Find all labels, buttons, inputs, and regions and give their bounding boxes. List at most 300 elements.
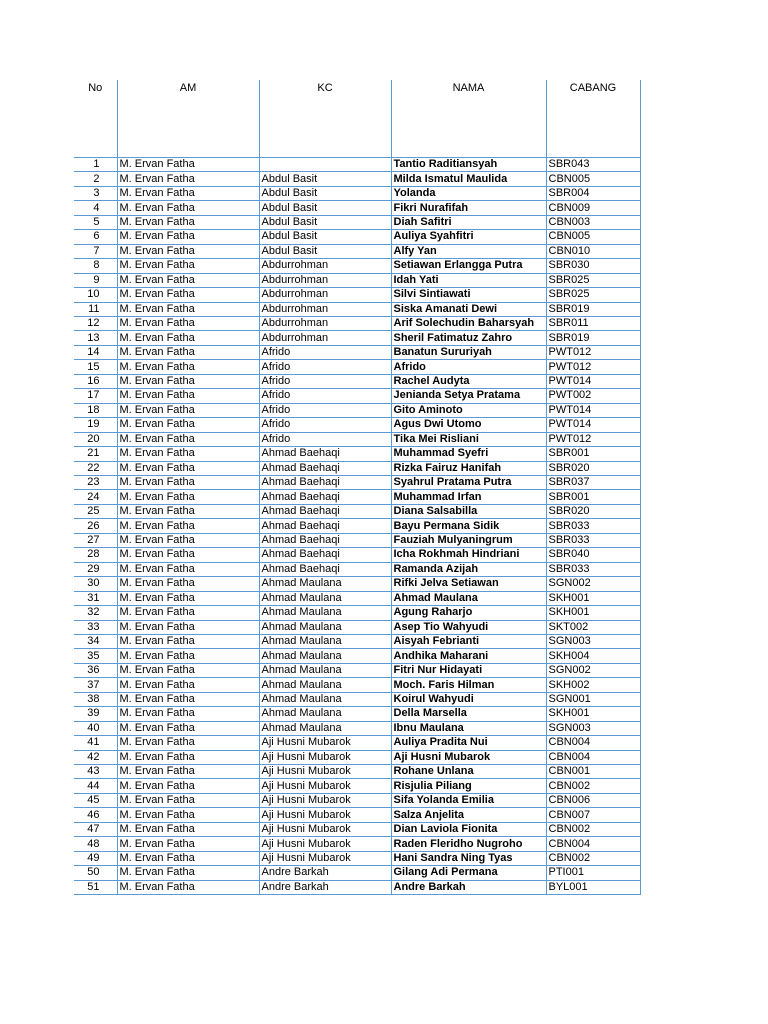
cell-kc: Abdurrohman <box>259 259 391 273</box>
cell-nama: Andre Barkah <box>391 880 546 894</box>
cell-cabang: SKH001 <box>546 707 640 721</box>
cell-am: M. Ervan Fatha <box>117 230 259 244</box>
cell-kc: Abdul Basit <box>259 215 391 229</box>
header-kc: KC <box>259 80 391 158</box>
cell-kc: Afrido <box>259 360 391 374</box>
table-row <box>74 779 640 793</box>
cell-am: M. Ervan Fatha <box>117 345 259 359</box>
cell-no: 39 <box>74 707 117 721</box>
cell-cabang: SBR033 <box>546 562 640 576</box>
cell-no: 32 <box>74 606 117 620</box>
cell-kc <box>259 158 391 172</box>
cell-kc: Abdul Basit <box>259 172 391 186</box>
cell-cabang: SBR025 <box>546 288 640 302</box>
cell-nama: Raden Fleridho Nugroho <box>391 837 546 851</box>
cell-nama: Milda Ismatul Maulida <box>391 172 546 186</box>
table-row <box>74 620 640 634</box>
table-row <box>74 432 640 446</box>
cell-am: M. Ervan Fatha <box>117 779 259 793</box>
table-row <box>74 634 640 648</box>
cell-nama: Salza Anjelita <box>391 808 546 822</box>
cell-kc: Ahmad Maulana <box>259 591 391 605</box>
cell-cabang: SBR001 <box>546 447 640 461</box>
cell-no: 19 <box>74 418 117 432</box>
table-row <box>74 259 640 273</box>
cell-cabang: BYL001 <box>546 880 640 894</box>
cell-am: M. Ervan Fatha <box>117 158 259 172</box>
cell-am: M. Ervan Fatha <box>117 461 259 475</box>
cell-nama: Arif Solechudin Baharsyah <box>391 316 546 330</box>
cell-kc: Aji Husni Mubarok <box>259 750 391 764</box>
cell-am: M. Ervan Fatha <box>117 244 259 258</box>
cell-cabang: SBR019 <box>546 331 640 345</box>
cell-am: M. Ervan Fatha <box>117 172 259 186</box>
cell-nama: Hani Sandra Ning Tyas <box>391 851 546 865</box>
cell-nama: Idah Yati <box>391 273 546 287</box>
cell-nama: Asep Tio Wahyudi <box>391 620 546 634</box>
cell-cabang: CBN002 <box>546 822 640 836</box>
cell-cabang: SBR011 <box>546 316 640 330</box>
table-row <box>74 447 640 461</box>
table-row <box>74 606 640 620</box>
cell-nama: Della Marsella <box>391 707 546 721</box>
table-row <box>74 360 640 374</box>
cell-nama: Fikri Nurafifah <box>391 201 546 215</box>
cell-cabang: PWT014 <box>546 418 640 432</box>
header-am: AM <box>117 80 259 158</box>
cell-cabang: SGN001 <box>546 692 640 706</box>
table-row <box>74 273 640 287</box>
cell-no: 13 <box>74 331 117 345</box>
cell-am: M. Ervan Fatha <box>117 620 259 634</box>
table-row <box>74 331 640 345</box>
cell-kc: Ahmad Baehaqi <box>259 519 391 533</box>
table-row <box>74 837 640 851</box>
cell-am: M. Ervan Fatha <box>117 880 259 894</box>
cell-cabang: CBN009 <box>546 201 640 215</box>
table-body <box>74 158 640 895</box>
cell-cabang: SGN003 <box>546 721 640 735</box>
cell-kc: Abdul Basit <box>259 186 391 200</box>
cell-nama: Agung Raharjo <box>391 606 546 620</box>
cell-kc: Afrido <box>259 418 391 432</box>
cell-cabang: PWT012 <box>546 432 640 446</box>
cell-kc: Aji Husni Mubarok <box>259 779 391 793</box>
table-row <box>74 591 640 605</box>
cell-kc: Ahmad Baehaqi <box>259 504 391 518</box>
table-row <box>74 808 640 822</box>
cell-cabang: SGN003 <box>546 634 640 648</box>
cell-no: 2 <box>74 172 117 186</box>
cell-cabang: SBR030 <box>546 259 640 273</box>
cell-no: 23 <box>74 475 117 489</box>
cell-am: M. Ervan Fatha <box>117 215 259 229</box>
header-row <box>74 80 640 158</box>
table-row <box>74 345 640 359</box>
cell-cabang: SBR025 <box>546 273 640 287</box>
cell-no: 37 <box>74 678 117 692</box>
cell-nama: Bayu Permana Sidik <box>391 519 546 533</box>
cell-kc: Aji Husni Mubarok <box>259 793 391 807</box>
cell-am: M. Ervan Fatha <box>117 288 259 302</box>
cell-kc: Aji Husni Mubarok <box>259 736 391 750</box>
cell-cabang: CBN002 <box>546 779 640 793</box>
cell-no: 47 <box>74 822 117 836</box>
cell-kc: Afrido <box>259 374 391 388</box>
cell-cabang: SKH001 <box>546 591 640 605</box>
cell-no: 51 <box>74 880 117 894</box>
cell-kc: Andre Barkah <box>259 866 391 880</box>
cell-nama: Icha Rokhmah Hindriani <box>391 548 546 562</box>
cell-no: 3 <box>74 186 117 200</box>
table-row <box>74 692 640 706</box>
cell-am: M. Ervan Fatha <box>117 331 259 345</box>
cell-kc: Ahmad Maulana <box>259 606 391 620</box>
cell-am: M. Ervan Fatha <box>117 418 259 432</box>
cell-nama: Fitri Nur Hidayati <box>391 663 546 677</box>
table-row <box>74 215 640 229</box>
cell-kc: Ahmad Maulana <box>259 678 391 692</box>
table-row <box>74 736 640 750</box>
cell-cabang: SBR040 <box>546 548 640 562</box>
cell-cabang: CBN004 <box>546 750 640 764</box>
cell-cabang: SBR019 <box>546 302 640 316</box>
cell-cabang: CBN005 <box>546 172 640 186</box>
table-row <box>74 475 640 489</box>
header-nama: NAMA <box>391 80 546 158</box>
cell-am: M. Ervan Fatha <box>117 186 259 200</box>
cell-nama: Rifki Jelva Setiawan <box>391 577 546 591</box>
cell-am: M. Ervan Fatha <box>117 389 259 403</box>
table-row <box>74 851 640 865</box>
cell-no: 16 <box>74 374 117 388</box>
cell-cabang: PWT014 <box>546 374 640 388</box>
cell-no: 17 <box>74 389 117 403</box>
cell-nama: Tika Mei Risliani <box>391 432 546 446</box>
cell-no: 26 <box>74 519 117 533</box>
cell-cabang: CBN006 <box>546 793 640 807</box>
cell-cabang: SKH002 <box>546 678 640 692</box>
cell-cabang: PWT012 <box>546 345 640 359</box>
cell-am: M. Ervan Fatha <box>117 736 259 750</box>
cell-nama: Muhammad Syefri <box>391 447 546 461</box>
cell-cabang: CBN003 <box>546 215 640 229</box>
table-row <box>74 880 640 894</box>
cell-nama: Silvi Sintiawati <box>391 288 546 302</box>
cell-no: 29 <box>74 562 117 576</box>
table-row <box>74 316 640 330</box>
cell-no: 10 <box>74 288 117 302</box>
cell-am: M. Ervan Fatha <box>117 490 259 504</box>
cell-am: M. Ervan Fatha <box>117 360 259 374</box>
data-table <box>74 80 641 895</box>
cell-cabang: SBR043 <box>546 158 640 172</box>
cell-am: M. Ervan Fatha <box>117 750 259 764</box>
table-row <box>74 519 640 533</box>
table-row <box>74 649 640 663</box>
cell-cabang: SBR033 <box>546 519 640 533</box>
cell-am: M. Ervan Fatha <box>117 201 259 215</box>
cell-no: 12 <box>74 316 117 330</box>
cell-no: 22 <box>74 461 117 475</box>
cell-am: M. Ervan Fatha <box>117 866 259 880</box>
cell-kc: Afrido <box>259 389 391 403</box>
cell-am: M. Ervan Fatha <box>117 851 259 865</box>
table-row <box>74 186 640 200</box>
cell-cabang: SGN002 <box>546 663 640 677</box>
cell-am: M. Ervan Fatha <box>117 273 259 287</box>
table-row <box>74 418 640 432</box>
cell-no: 24 <box>74 490 117 504</box>
cell-am: M. Ervan Fatha <box>117 504 259 518</box>
cell-kc: Andre Barkah <box>259 880 391 894</box>
cell-cabang: CBN007 <box>546 808 640 822</box>
cell-no: 35 <box>74 649 117 663</box>
cell-am: M. Ervan Fatha <box>117 432 259 446</box>
cell-no: 5 <box>74 215 117 229</box>
cell-kc: Ahmad Baehaqi <box>259 548 391 562</box>
cell-kc: Abdul Basit <box>259 230 391 244</box>
cell-am: M. Ervan Fatha <box>117 577 259 591</box>
cell-no: 28 <box>74 548 117 562</box>
cell-no: 30 <box>74 577 117 591</box>
cell-cabang: PWT002 <box>546 389 640 403</box>
cell-kc: Ahmad Baehaqi <box>259 562 391 576</box>
table-row <box>74 822 640 836</box>
cell-cabang: CBN001 <box>546 765 640 779</box>
cell-am: M. Ervan Fatha <box>117 649 259 663</box>
cell-kc: Abdurrohman <box>259 288 391 302</box>
cell-cabang: SBR033 <box>546 533 640 547</box>
cell-no: 42 <box>74 750 117 764</box>
cell-nama: Agus Dwi Utomo <box>391 418 546 432</box>
cell-kc: Ahmad Maulana <box>259 663 391 677</box>
cell-nama: Diana Salsabilla <box>391 504 546 518</box>
cell-nama: Risjulia Piliang <box>391 779 546 793</box>
cell-cabang: SBR004 <box>546 186 640 200</box>
cell-am: M. Ervan Fatha <box>117 765 259 779</box>
cell-nama: Jenianda Setya Pratama <box>391 389 546 403</box>
cell-nama: Rizka Fairuz Hanifah <box>391 461 546 475</box>
cell-kc: Ahmad Baehaqi <box>259 447 391 461</box>
header-no: No <box>74 80 117 158</box>
cell-kc: Abdurrohman <box>259 302 391 316</box>
cell-cabang: CBN004 <box>546 837 640 851</box>
cell-no: 48 <box>74 837 117 851</box>
cell-cabang: PTI001 <box>546 866 640 880</box>
cell-am: M. Ervan Fatha <box>117 302 259 316</box>
cell-kc: Aji Husni Mubarok <box>259 765 391 779</box>
cell-kc: Ahmad Maulana <box>259 721 391 735</box>
table-row <box>74 158 640 172</box>
cell-cabang: PWT012 <box>546 360 640 374</box>
table-row <box>74 866 640 880</box>
table-header <box>74 80 640 158</box>
cell-nama: Tantio Raditiansyah <box>391 158 546 172</box>
cell-am: M. Ervan Fatha <box>117 475 259 489</box>
cell-no: 43 <box>74 765 117 779</box>
table-row <box>74 750 640 764</box>
cell-nama: Moch. Faris Hilman <box>391 678 546 692</box>
cell-nama: Auliya Pradita Nui <box>391 736 546 750</box>
table-row <box>74 389 640 403</box>
cell-kc: Afrido <box>259 432 391 446</box>
cell-kc: Abdul Basit <box>259 244 391 258</box>
cell-no: 1 <box>74 158 117 172</box>
table-row <box>74 793 640 807</box>
cell-kc: Aji Husni Mubarok <box>259 808 391 822</box>
table-row <box>74 302 640 316</box>
cell-nama: Aisyah Febrianti <box>391 634 546 648</box>
cell-nama: Dian Laviola Fionita <box>391 822 546 836</box>
cell-no: 21 <box>74 447 117 461</box>
cell-nama: Sheril Fatimatuz Zahro <box>391 331 546 345</box>
cell-nama: Ibnu Maulana <box>391 721 546 735</box>
cell-no: 40 <box>74 721 117 735</box>
cell-no: 34 <box>74 634 117 648</box>
cell-cabang: SBR020 <box>546 504 640 518</box>
cell-am: M. Ervan Fatha <box>117 259 259 273</box>
cell-no: 31 <box>74 591 117 605</box>
table-row <box>74 548 640 562</box>
table-row <box>74 504 640 518</box>
cell-kc: Afrido <box>259 345 391 359</box>
cell-am: M. Ervan Fatha <box>117 678 259 692</box>
cell-am: M. Ervan Fatha <box>117 316 259 330</box>
cell-cabang: SBR001 <box>546 490 640 504</box>
table-row <box>74 461 640 475</box>
cell-am: M. Ervan Fatha <box>117 548 259 562</box>
cell-kc: Ahmad Baehaqi <box>259 490 391 504</box>
cell-cabang: SKH001 <box>546 606 640 620</box>
cell-nama: Yolanda <box>391 186 546 200</box>
cell-no: 27 <box>74 533 117 547</box>
cell-nama: Syahrul Pratama Putra <box>391 475 546 489</box>
cell-am: M. Ervan Fatha <box>117 562 259 576</box>
cell-nama: Diah Safitri <box>391 215 546 229</box>
cell-no: 50 <box>74 866 117 880</box>
cell-kc: Ahmad Maulana <box>259 577 391 591</box>
cell-am: M. Ervan Fatha <box>117 837 259 851</box>
cell-no: 20 <box>74 432 117 446</box>
cell-no: 41 <box>74 736 117 750</box>
cell-no: 44 <box>74 779 117 793</box>
table-row <box>74 230 640 244</box>
cell-kc: Ahmad Maulana <box>259 692 391 706</box>
header-cabang: CABANG <box>546 80 640 158</box>
cell-cabang: CBN002 <box>546 851 640 865</box>
cell-am: M. Ervan Fatha <box>117 591 259 605</box>
cell-no: 49 <box>74 851 117 865</box>
cell-cabang: SKT002 <box>546 620 640 634</box>
table-row <box>74 374 640 388</box>
table-row <box>74 172 640 186</box>
cell-kc: Ahmad Maulana <box>259 620 391 634</box>
cell-am: M. Ervan Fatha <box>117 519 259 533</box>
cell-nama: Gito Aminoto <box>391 403 546 417</box>
cell-am: M. Ervan Fatha <box>117 692 259 706</box>
cell-nama: Gilang Adi Permana <box>391 866 546 880</box>
cell-no: 14 <box>74 345 117 359</box>
cell-no: 33 <box>74 620 117 634</box>
cell-kc: Aji Husni Mubarok <box>259 837 391 851</box>
cell-am: M. Ervan Fatha <box>117 374 259 388</box>
cell-nama: Aji Husni Mubarok <box>391 750 546 764</box>
cell-nama: Muhammad Irfan <box>391 490 546 504</box>
cell-cabang: SKH004 <box>546 649 640 663</box>
cell-kc: Aji Husni Mubarok <box>259 822 391 836</box>
table-row <box>74 577 640 591</box>
cell-kc: Ahmad Maulana <box>259 634 391 648</box>
cell-am: M. Ervan Fatha <box>117 634 259 648</box>
cell-kc: Ahmad Maulana <box>259 649 391 663</box>
cell-cabang: CBN010 <box>546 244 640 258</box>
cell-nama: Koirul Wahyudi <box>391 692 546 706</box>
cell-no: 18 <box>74 403 117 417</box>
cell-nama: Fauziah Mulyaningrum <box>391 533 546 547</box>
cell-nama: Banatun Sururiyah <box>391 345 546 359</box>
table-row <box>74 562 640 576</box>
table-row <box>74 707 640 721</box>
cell-nama: Siska Amanati Dewi <box>391 302 546 316</box>
cell-am: M. Ervan Fatha <box>117 822 259 836</box>
cell-kc: Ahmad Baehaqi <box>259 461 391 475</box>
cell-nama: Ahmad Maulana <box>391 591 546 605</box>
cell-kc: Ahmad Maulana <box>259 707 391 721</box>
cell-cabang: PWT014 <box>546 403 640 417</box>
cell-no: 11 <box>74 302 117 316</box>
cell-kc: Ahmad Baehaqi <box>259 533 391 547</box>
cell-nama: Andhika Maharani <box>391 649 546 663</box>
cell-am: M. Ervan Fatha <box>117 707 259 721</box>
cell-nama: Afrido <box>391 360 546 374</box>
cell-no: 38 <box>74 692 117 706</box>
cell-kc: Abdurrohman <box>259 316 391 330</box>
table-row <box>74 678 640 692</box>
cell-nama: Setiawan Erlangga Putra <box>391 259 546 273</box>
table-row <box>74 201 640 215</box>
cell-no: 45 <box>74 793 117 807</box>
cell-no: 15 <box>74 360 117 374</box>
cell-cabang: SBR037 <box>546 475 640 489</box>
cell-no: 8 <box>74 259 117 273</box>
cell-nama: Rohane Unlana <box>391 765 546 779</box>
cell-kc: Afrido <box>259 403 391 417</box>
cell-am: M. Ervan Fatha <box>117 606 259 620</box>
table-row <box>74 244 640 258</box>
cell-cabang: CBN005 <box>546 230 640 244</box>
cell-cabang: SGN002 <box>546 577 640 591</box>
cell-no: 25 <box>74 504 117 518</box>
cell-nama: Ramanda Azijah <box>391 562 546 576</box>
cell-am: M. Ervan Fatha <box>117 447 259 461</box>
cell-kc: Abdul Basit <box>259 201 391 215</box>
cell-no: 4 <box>74 201 117 215</box>
cell-nama: Alfy Yan <box>391 244 546 258</box>
cell-no: 6 <box>74 230 117 244</box>
cell-nama: Rachel Audyta <box>391 374 546 388</box>
cell-nama: Sifa Yolanda Emilia <box>391 793 546 807</box>
table-row <box>74 288 640 302</box>
table-row <box>74 403 640 417</box>
table-row <box>74 721 640 735</box>
cell-no: 9 <box>74 273 117 287</box>
cell-kc: Aji Husni Mubarok <box>259 851 391 865</box>
table-row <box>74 765 640 779</box>
cell-am: M. Ervan Fatha <box>117 793 259 807</box>
cell-am: M. Ervan Fatha <box>117 663 259 677</box>
cell-cabang: CBN004 <box>546 736 640 750</box>
